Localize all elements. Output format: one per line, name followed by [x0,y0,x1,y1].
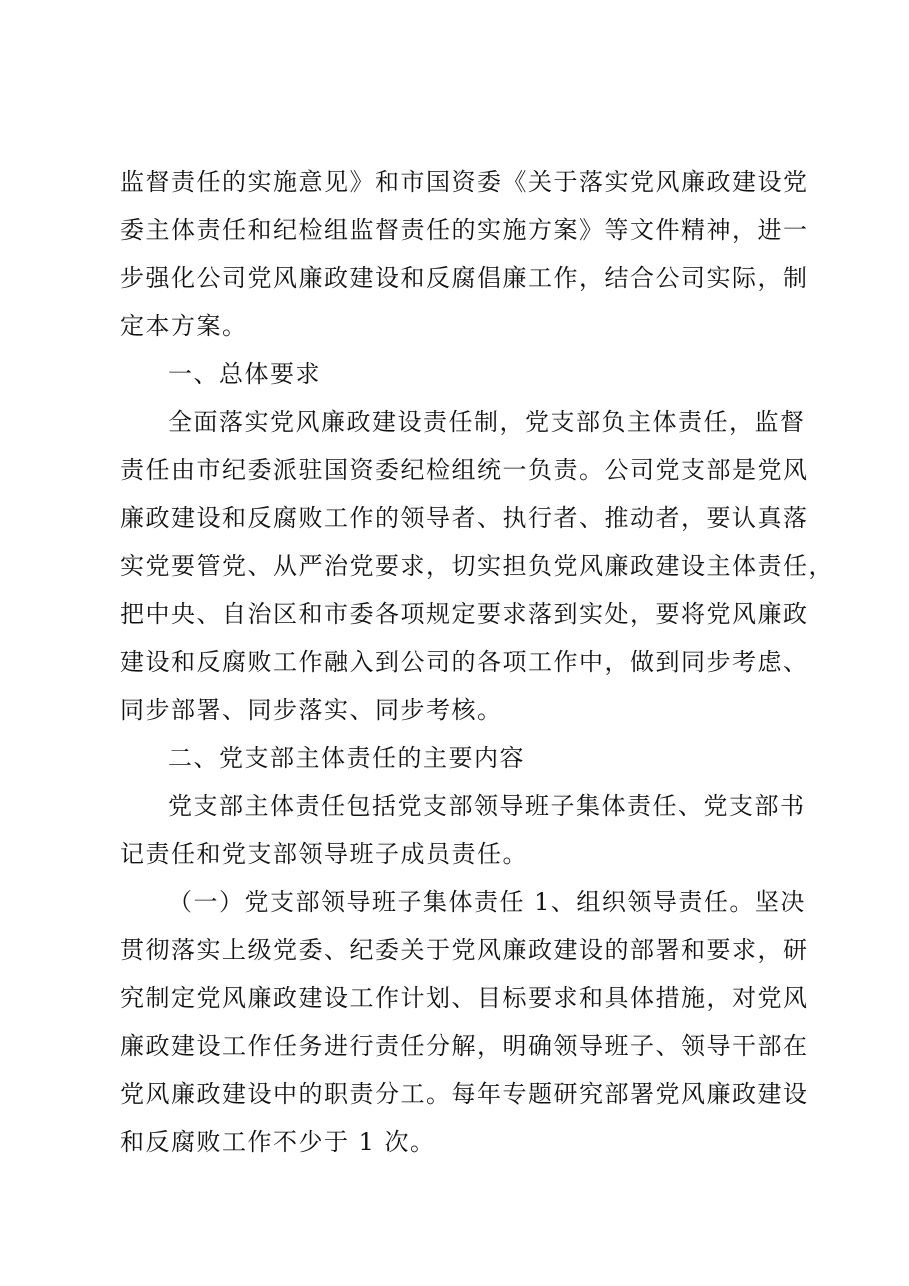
body-text-line: 委主体责任和纪检组监督责任的实施方案》等文件精神，进一 [120,216,809,244]
body-text-line: 贯彻落实上级党委、纪委关于党风廉政建设的部署和要求，研 [120,936,809,964]
section-heading: 二、党支部主体责任的主要内容 [168,744,525,772]
body-text-line: 把中央、自治区和市委各项规定要求落到实处，要将党风廉政 [120,600,809,628]
section-heading: 一、总体要求 [168,360,321,388]
body-text-line: 步强化公司党风廉政建设和反腐倡廉工作，结合公司实际，制 [120,264,809,292]
body-text-line: 实党要管党、从严治党要求，切实担负党风廉政建设主体责任， [120,552,834,580]
body-text-line: 廉政建设和反腐败工作的领导者、执行者、推动者，要认真落 [120,504,809,532]
body-text-line: 建设和反腐败工作融入到公司的各项工作中，做到同步考虑、 [120,648,809,676]
body-text-line: 监督责任的实施意见》和市国资委《关于落实党风廉政建设党 [120,168,809,196]
body-text-line: 同步部署、同步落实、同步考核。 [120,696,503,724]
body-text-line: 和反腐败工作不少于 1 次。 [120,1128,436,1156]
body-text-line: 定本方案。 [120,312,248,340]
body-text-line: 全面落实党风廉政建设责任制，党支部负主体责任，监督 [168,408,806,436]
body-text-line: 党支部主体责任包括党支部领导班子集体责任、党支部书 [168,792,806,820]
body-text-line: 记责任和党支部领导班子成员责任。 [120,840,528,868]
body-text-line: （一）党支部领导班子集体责任 1、组织领导责任。坚决 [168,888,806,916]
body-text-line: 究制定党风廉政建设工作计划、目标要求和具体措施，对党风 [120,984,809,1012]
body-text-line: 廉政建设工作任务进行责任分解，明确领导班子、领导干部在 [120,1032,809,1060]
body-text-line: 党风廉政建设中的职责分工。每年专题研究部署党风廉政建设 [120,1080,809,1108]
body-text-line: 责任由市纪委派驻国资委纪检组统一负责。公司党支部是党风 [120,456,809,484]
